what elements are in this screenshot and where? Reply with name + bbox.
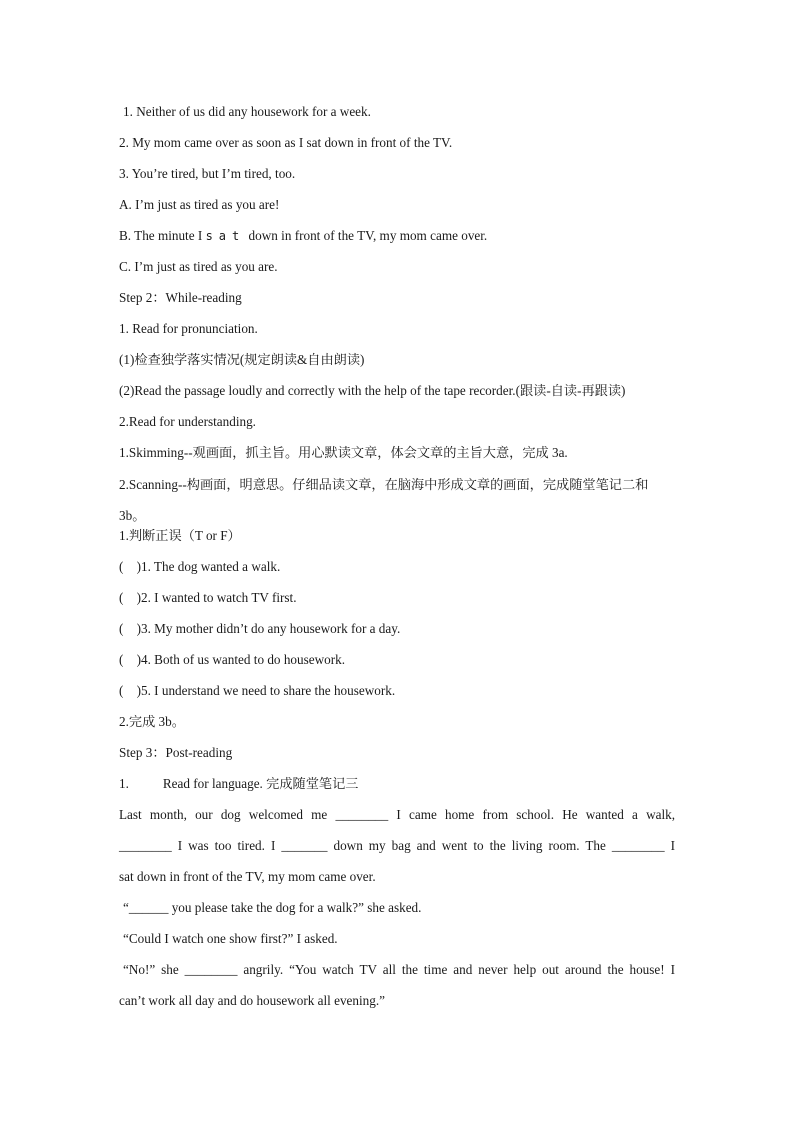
read-language-number: 1. xyxy=(119,776,129,791)
passage-line-7: can’t work all day and do housework all evening.” xyxy=(119,993,385,1008)
step-2-heading: Step 2：While-reading xyxy=(119,290,242,305)
sentence-1: 1. Neither of us did any housework for a week. xyxy=(123,104,371,119)
option-a: A. I’m just as tired as you are! xyxy=(119,197,280,212)
tf-item-2: ( )2. I wanted to watch TV first. xyxy=(119,590,297,605)
passage-line-6: “No!” she ________ angrily. “You watch TV all the time and never help out around the house! I xyxy=(123,962,675,977)
passage-line-2: ________ I was too tired. I _______ down my bag and went to the living room. The ________ I xyxy=(119,838,675,853)
read-aloud-instruction: (2)Read the passage loudly and correctly with the help of the tape recorder.(跟读-自读-再跟读) xyxy=(119,383,626,398)
tf-item-5: ( )5. I understand we need to share the housework. xyxy=(119,683,396,698)
document-body xyxy=(119,102,675,1022)
sentence-2: 2. My mom came over as soon as I sat down in front of the TV. xyxy=(119,135,453,150)
tf-item-1: ( )1. The dog wanted a walk. xyxy=(119,559,281,574)
read-pronunciation: 1. Read for pronunciation. xyxy=(119,321,258,336)
passage-line-3: sat down in front of the TV, my mom came over. xyxy=(119,869,376,884)
read-language-text: Read for language. 完成随堂笔记三 xyxy=(162,776,359,791)
skimming-task: 1.Skimming--观画面，抓主旨。用心默读文章，体会文章的主旨大意，完成 3a. xyxy=(119,445,568,460)
sentence-3: 3. You’re tired, but I’m tired, too. xyxy=(119,166,296,181)
true-false-heading: 1.判断正误（T or F） xyxy=(119,528,241,543)
step-3-heading: Step 3：Post-reading xyxy=(119,745,233,760)
option-b xyxy=(119,226,675,257)
read-language xyxy=(119,774,675,805)
option-b-word: sat xyxy=(205,229,246,243)
option-b-start: B. The minute I xyxy=(119,228,206,243)
tf-item-3: ( )3. My mother didn’t do any housework for a day. xyxy=(119,621,401,636)
read-understanding: 2.Read for understanding. xyxy=(119,414,256,429)
complete-3b: 2.完成 3b。 xyxy=(119,714,185,729)
passage-line-1: Last month, our dog welcomed me ________ I came home from school. He wanted a walk, xyxy=(119,807,675,822)
scanning-task: 2.Scanning--构画面，明意思。仔细品读文章，在脑海中形成文章的画面，完成随堂笔记二和 3b。 xyxy=(119,477,649,523)
option-c: C. I’m just as tired as you are. xyxy=(119,259,278,274)
passage-line-5: “Could I watch one show first?” I asked. xyxy=(123,931,338,946)
tf-item-4: ( )4. Both of us wanted to do housework. xyxy=(119,652,345,667)
passage-line-4: “______ you please take the dog for a walk?” she asked. xyxy=(123,900,422,915)
check-reading: (1)检查独学落实情况(规定朗读&自由朗读) xyxy=(119,352,365,367)
option-b-end: down in front of the TV, my mom came over. xyxy=(245,228,488,243)
